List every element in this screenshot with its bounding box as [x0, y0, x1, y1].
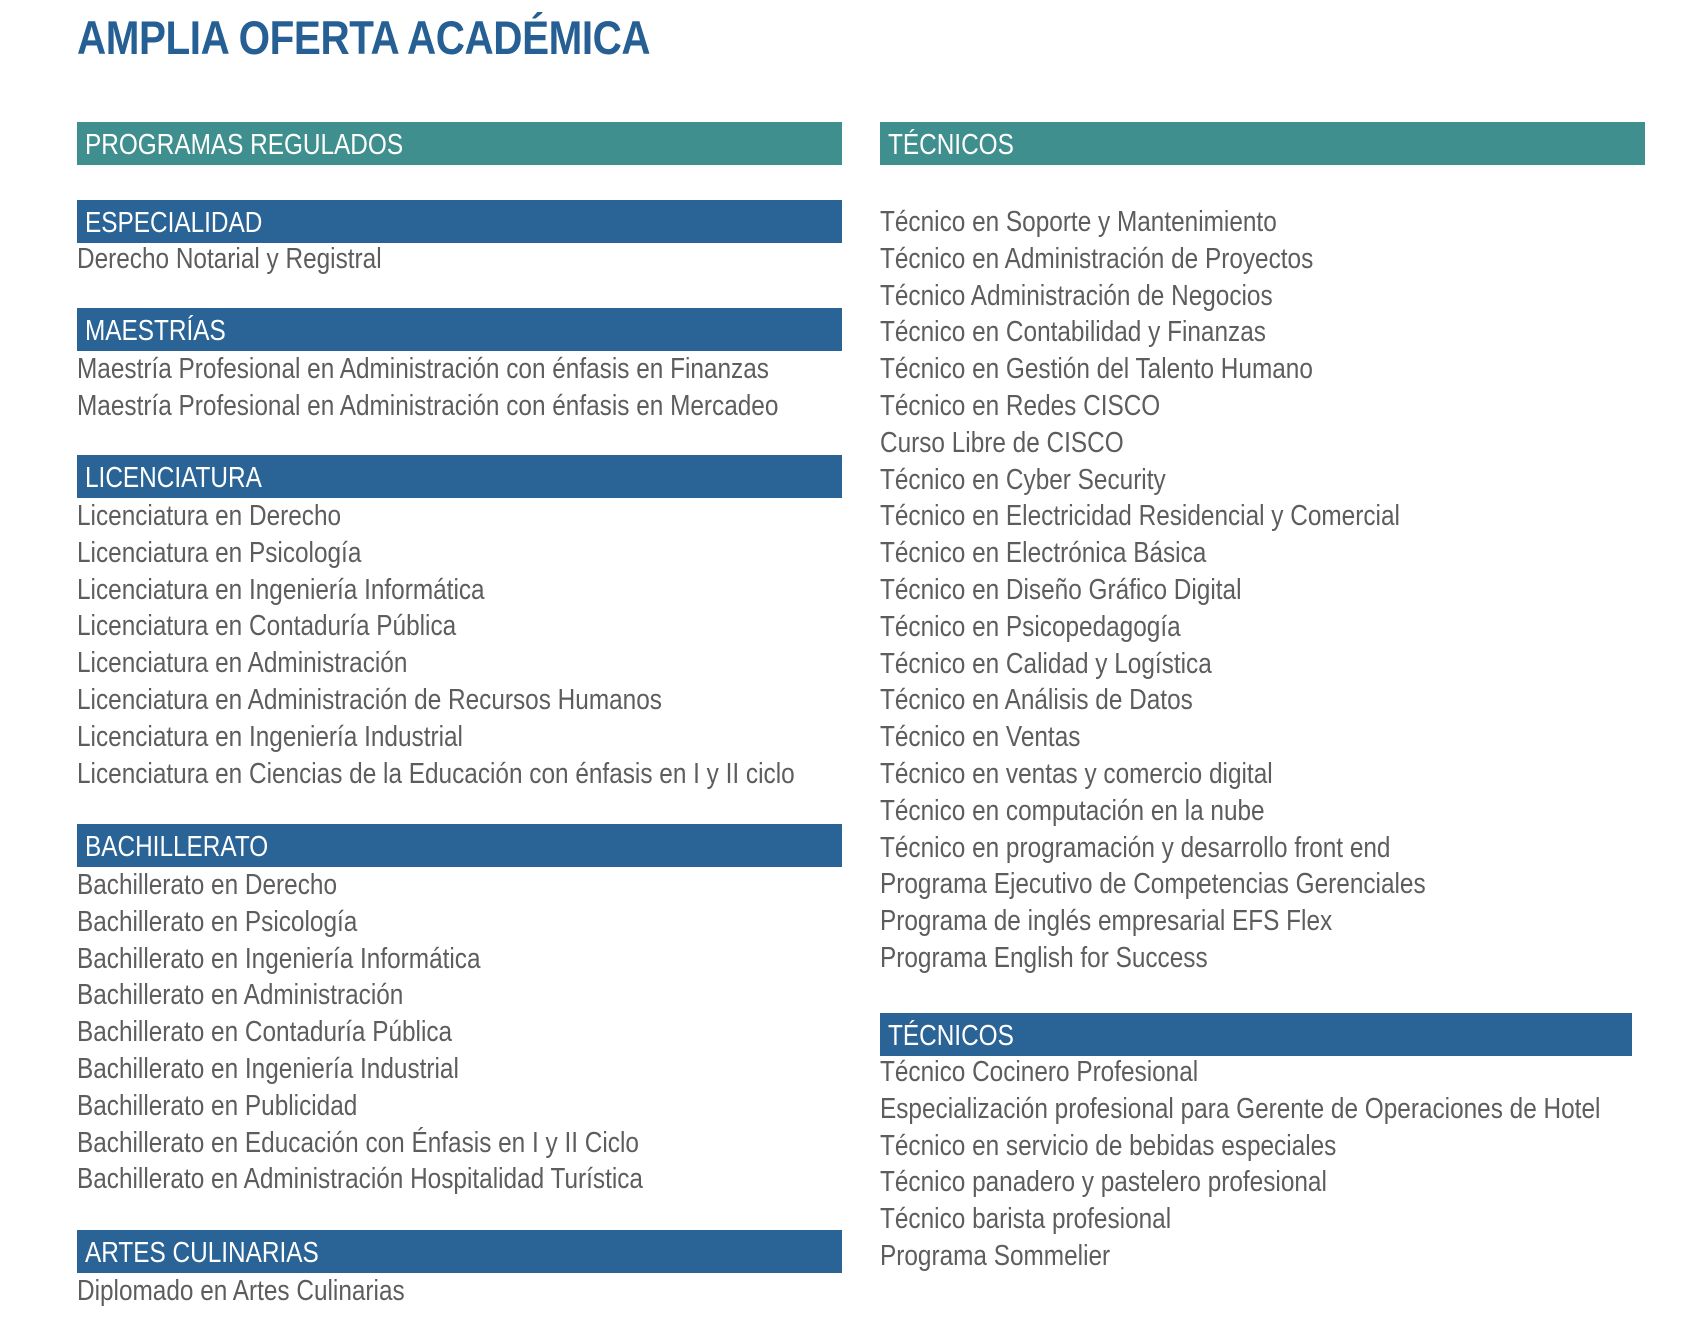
list-item: Licenciatura en Administración: [77, 647, 408, 680]
list-item: Bachillerato en Ingeniería Informática: [77, 942, 481, 975]
list-item: Técnico en Gestión del Talento Humano: [880, 353, 1313, 386]
list-item: Técnico en Soporte y Mantenimiento: [880, 206, 1277, 238]
maestrias-label: MAESTRÍAS: [85, 315, 226, 347]
list-item: Licenciatura en Contaduría Pública: [77, 610, 457, 643]
list-item: Licenciatura en Psicología: [77, 536, 362, 569]
tecnicos-header: [880, 122, 1645, 165]
licenciatura-header: [77, 455, 842, 498]
list-item: Bachillerato en Publicidad: [77, 1089, 358, 1122]
list-item: Bachillerato en Educación con Énfasis en I y II Ciclo: [77, 1126, 639, 1159]
list-item: Técnico en Cyber Security: [880, 463, 1166, 496]
page-title: AMPLIA OFERTA ACADÉMICA: [77, 11, 651, 64]
list-item: Técnico en Redes CISCO: [880, 389, 1161, 422]
licenciatura-list: [77, 498, 931, 792]
list-item: Diplomado en Artes Culinarias: [77, 1275, 405, 1307]
list-item: Licenciatura en Ciencias de la Educación con énfasis en I y II ciclo: [77, 757, 795, 790]
list-item: Técnico en Electricidad Residencial y Comercial: [880, 500, 1400, 533]
tecnicos-label: TÉCNICOS: [888, 129, 1014, 161]
list-item: Licenciatura en Derecho: [77, 500, 342, 532]
list-item: Técnico en Ventas: [880, 721, 1081, 754]
list-item: Técnico en Análisis de Datos: [880, 684, 1193, 717]
list-item: Técnico Cocinero Profesional: [880, 1056, 1199, 1088]
list-item: Técnico en Diseño Gráfico Digital: [880, 573, 1242, 606]
list-item: Técnico en Calidad y Logística: [880, 647, 1212, 680]
list-item: Licenciatura en Administración de Recursos Humanos: [77, 683, 662, 716]
programas-regulados-label: PROGRAMAS REGULADOS: [85, 129, 404, 161]
list-item: Técnico barista profesional: [880, 1203, 1172, 1236]
list-item: Técnico panadero y pastelero profesional: [880, 1166, 1327, 1199]
list-item: Bachillerato en Administración: [77, 979, 404, 1012]
list-item: Programa de inglés empresarial EFS Flex: [880, 905, 1333, 938]
list-item: Licenciatura en Ingeniería Industrial: [77, 720, 463, 753]
list-item: Bachillerato en Derecho: [77, 869, 337, 901]
list-item: Técnico en computación en la nube: [880, 794, 1265, 827]
list-item: Técnico en Psicopedagogía: [880, 610, 1181, 643]
list-item: Bachillerato en Contaduría Pública: [77, 1016, 453, 1049]
maestrias-list: [77, 351, 912, 425]
bachillerato-list: [77, 867, 751, 1198]
bachillerato-header: [77, 824, 842, 867]
maestrias-header: [77, 308, 842, 351]
list-item: Programa Sommelier: [880, 1239, 1111, 1272]
tecnicos-list: [880, 204, 1530, 977]
list-item: Curso Libre de CISCO: [880, 426, 1124, 459]
list-item: Programa Ejecutivo de Competencias Gerenciales: [880, 868, 1426, 901]
licenciatura-label: LICENCIATURA: [85, 462, 262, 494]
artes-culinarias-header: [77, 1230, 842, 1273]
tecnicos-culinarios-label: TÉCNICOS: [888, 1020, 1014, 1052]
artes-culinarias-list: [77, 1273, 467, 1310]
list-item: Derecho Notarial y Registral: [77, 243, 382, 275]
especialidad-label: ESPECIALIDAD: [85, 207, 263, 239]
list-item: Bachillerato en Psicología: [77, 905, 358, 938]
programas-regulados-header: [77, 122, 842, 165]
list-item: Bachillerato en Ingeniería Industrial: [77, 1052, 459, 1085]
list-item: Técnico en Contabilidad y Finanzas: [880, 316, 1266, 349]
list-item: Especialización profesional para Gerente de Operaciones de Hotel: [880, 1092, 1601, 1125]
list-item: Técnico en ventas y comercio digital: [880, 757, 1273, 790]
list-item: Técnico en Administración de Proyectos: [880, 242, 1314, 275]
list-item: Bachillerato en Administración Hospitalidad Turística: [77, 1163, 643, 1196]
tecnicos-culinarios-header: [880, 1013, 1632, 1056]
list-item: Técnico en Electrónica Básica: [880, 537, 1207, 570]
list-item: Maestría Profesional en Administración con énfasis en Finanzas: [77, 353, 769, 385]
list-item: Técnico Administración de Negocios: [880, 279, 1273, 312]
list-item: Maestría Profesional en Administración con énfasis en Mercadeo: [77, 389, 779, 422]
artes-culinarias-label: ARTES CULINARIAS: [85, 1237, 319, 1269]
list-item: Técnico en programación y desarrollo front end: [880, 831, 1391, 864]
especialidad-header: [77, 200, 842, 243]
especialidad-list: [77, 241, 440, 278]
list-item: Programa English for Success: [880, 941, 1208, 974]
list-item: Técnico en servicio de bebidas especiales: [880, 1129, 1337, 1162]
list-item: Licenciatura en Ingeniería Informática: [77, 573, 485, 606]
tecnicos-culinarios-list: [880, 1054, 1694, 1275]
bachillerato-label: BACHILLERATO: [85, 831, 269, 863]
